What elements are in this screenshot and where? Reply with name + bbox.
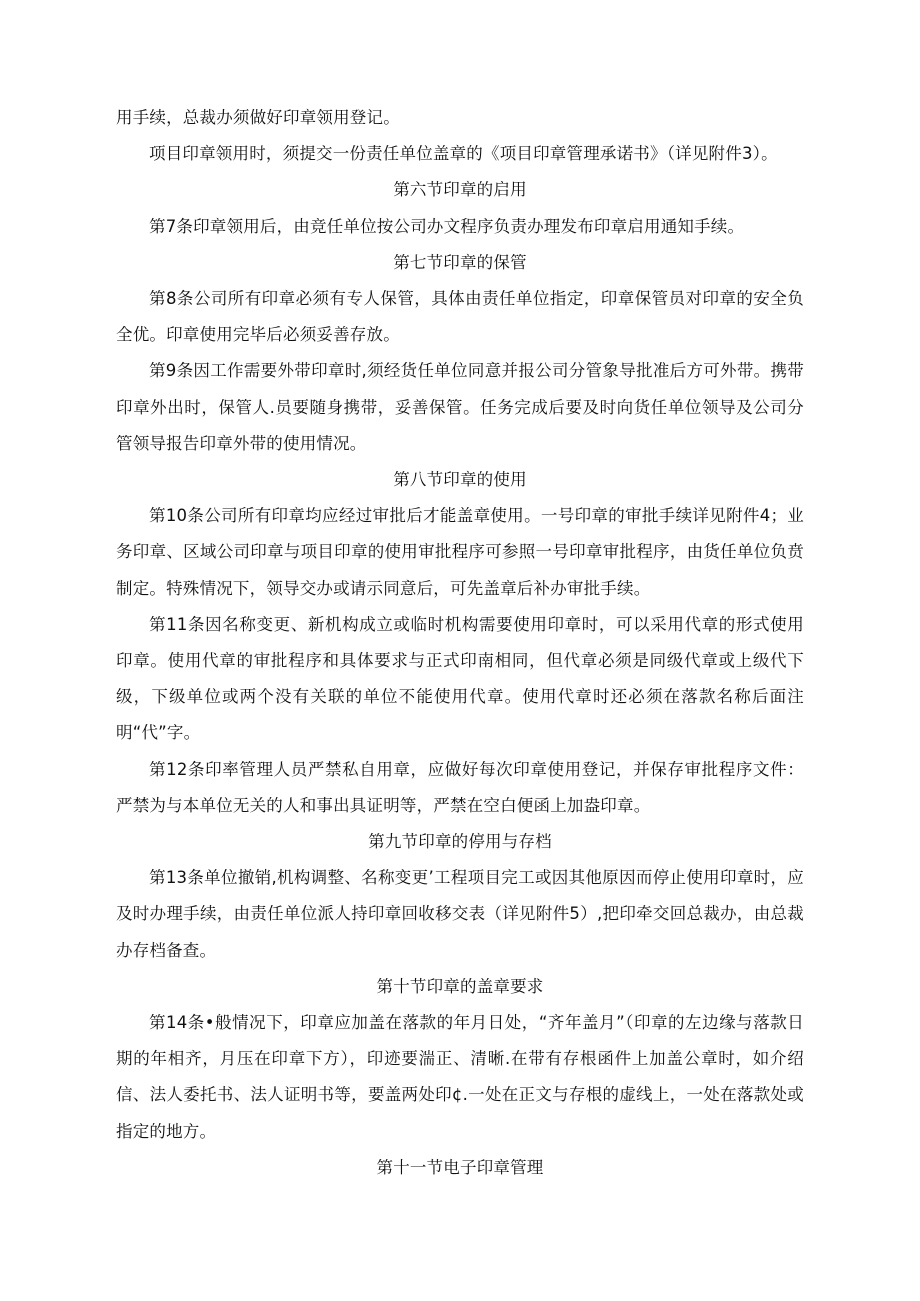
article-12: 第12条印率管理人员严禁私自用章，应做好每次印章使用登记，并保存审批程序文件：严禁为与本单位无关的人和事出具证明等，严禁在空白便函上加盎印章。 — [116, 759, 804, 815]
section-heading-6: 第六节印章的启用 — [393, 180, 527, 200]
article-13: 第13条单位撤销,机构调整、名称变更’工程项目完工或因其他原因而停止使用印章时，应及时办理手续，由责任单位派人持印章回收移交表（详见附件5）,把印牵交回总裁办，由总裁办存档备查。 — [116, 868, 804, 960]
section-heading-10: 第十节印章的盖章要求 — [376, 976, 544, 996]
paragraph-continuation: 用手续，总裁办须做好印章领用登记。 — [116, 108, 400, 127]
article-9: 第9条因工作需要外带印章时,须经货任单位同意并报公司分管象导批准后方可外带。携带印章外出时，保管人.员要随身携带，妥善保管。任务完成后要及时向货任单位领导及公司分管领导报告印章外带的使用情况。 — [116, 361, 804, 453]
section-heading-8: 第八节印章的使用 — [393, 470, 527, 490]
section-heading-7: 第七节印章的保管 — [393, 252, 527, 272]
article-7: 第7条印章领用后，由竞任单位按公司办文程序负责办理发布印章启用通知手续。 — [149, 216, 745, 236]
section-heading-11: 第十一节电子印章管理 — [376, 1157, 544, 1177]
article-11: 第11条因名称变更、新机构成立或临时机构需要使用印章时，可以采用代章的形式使用印章。使用代章的审批程序和具体要求与正式印南相同，但代章必须是同级代章或上级代下级，下级单位或两个没有关联的单位不能使用代章。使用代章时还必须在落款名称后面注明“代”字。 — [116, 614, 804, 743]
document-page — [116, 100, 804, 1186]
article-14: 第14条•般情况下，印章应加盖在落款的年月日处，“齐年盖月”（印章的左边缘与落款日期的年相齐，月压在印章下方），印迹要湍正、清晰.在带有存根函件上加盖公章时，如介绍信、法人委托书、法人证明书等，要盖两处印¢.一处在正文与存根的虚线上，一处在落款处或指定的地方。 — [116, 1013, 804, 1141]
article-8: 第8条公司所有印章必须有专人保管，具体由责任单位指定，印章保管员对印章的安全负全优。印章使用完毕后必须妥善存放。 — [116, 289, 804, 345]
section-heading-9: 第九节印章的停用与存档 — [368, 832, 552, 852]
paragraph-project-seal-collection: 项目印章领用时，须提交一份责任单位盖章的《项目印章管理承诺书》（详见附件3）。 — [149, 144, 778, 164]
article-10: 第10条公司所有印章均应经过审批后才能盖章使用。一号印章的审批手续详见附件4；业务印章、区域公司印章与项目印章的使用审批程序可参照一号印章审批程序，由货任单位负贲制定。特殊情况下，领导交办或请示同意后，可先盖章后补办审批手续。 — [116, 506, 804, 598]
